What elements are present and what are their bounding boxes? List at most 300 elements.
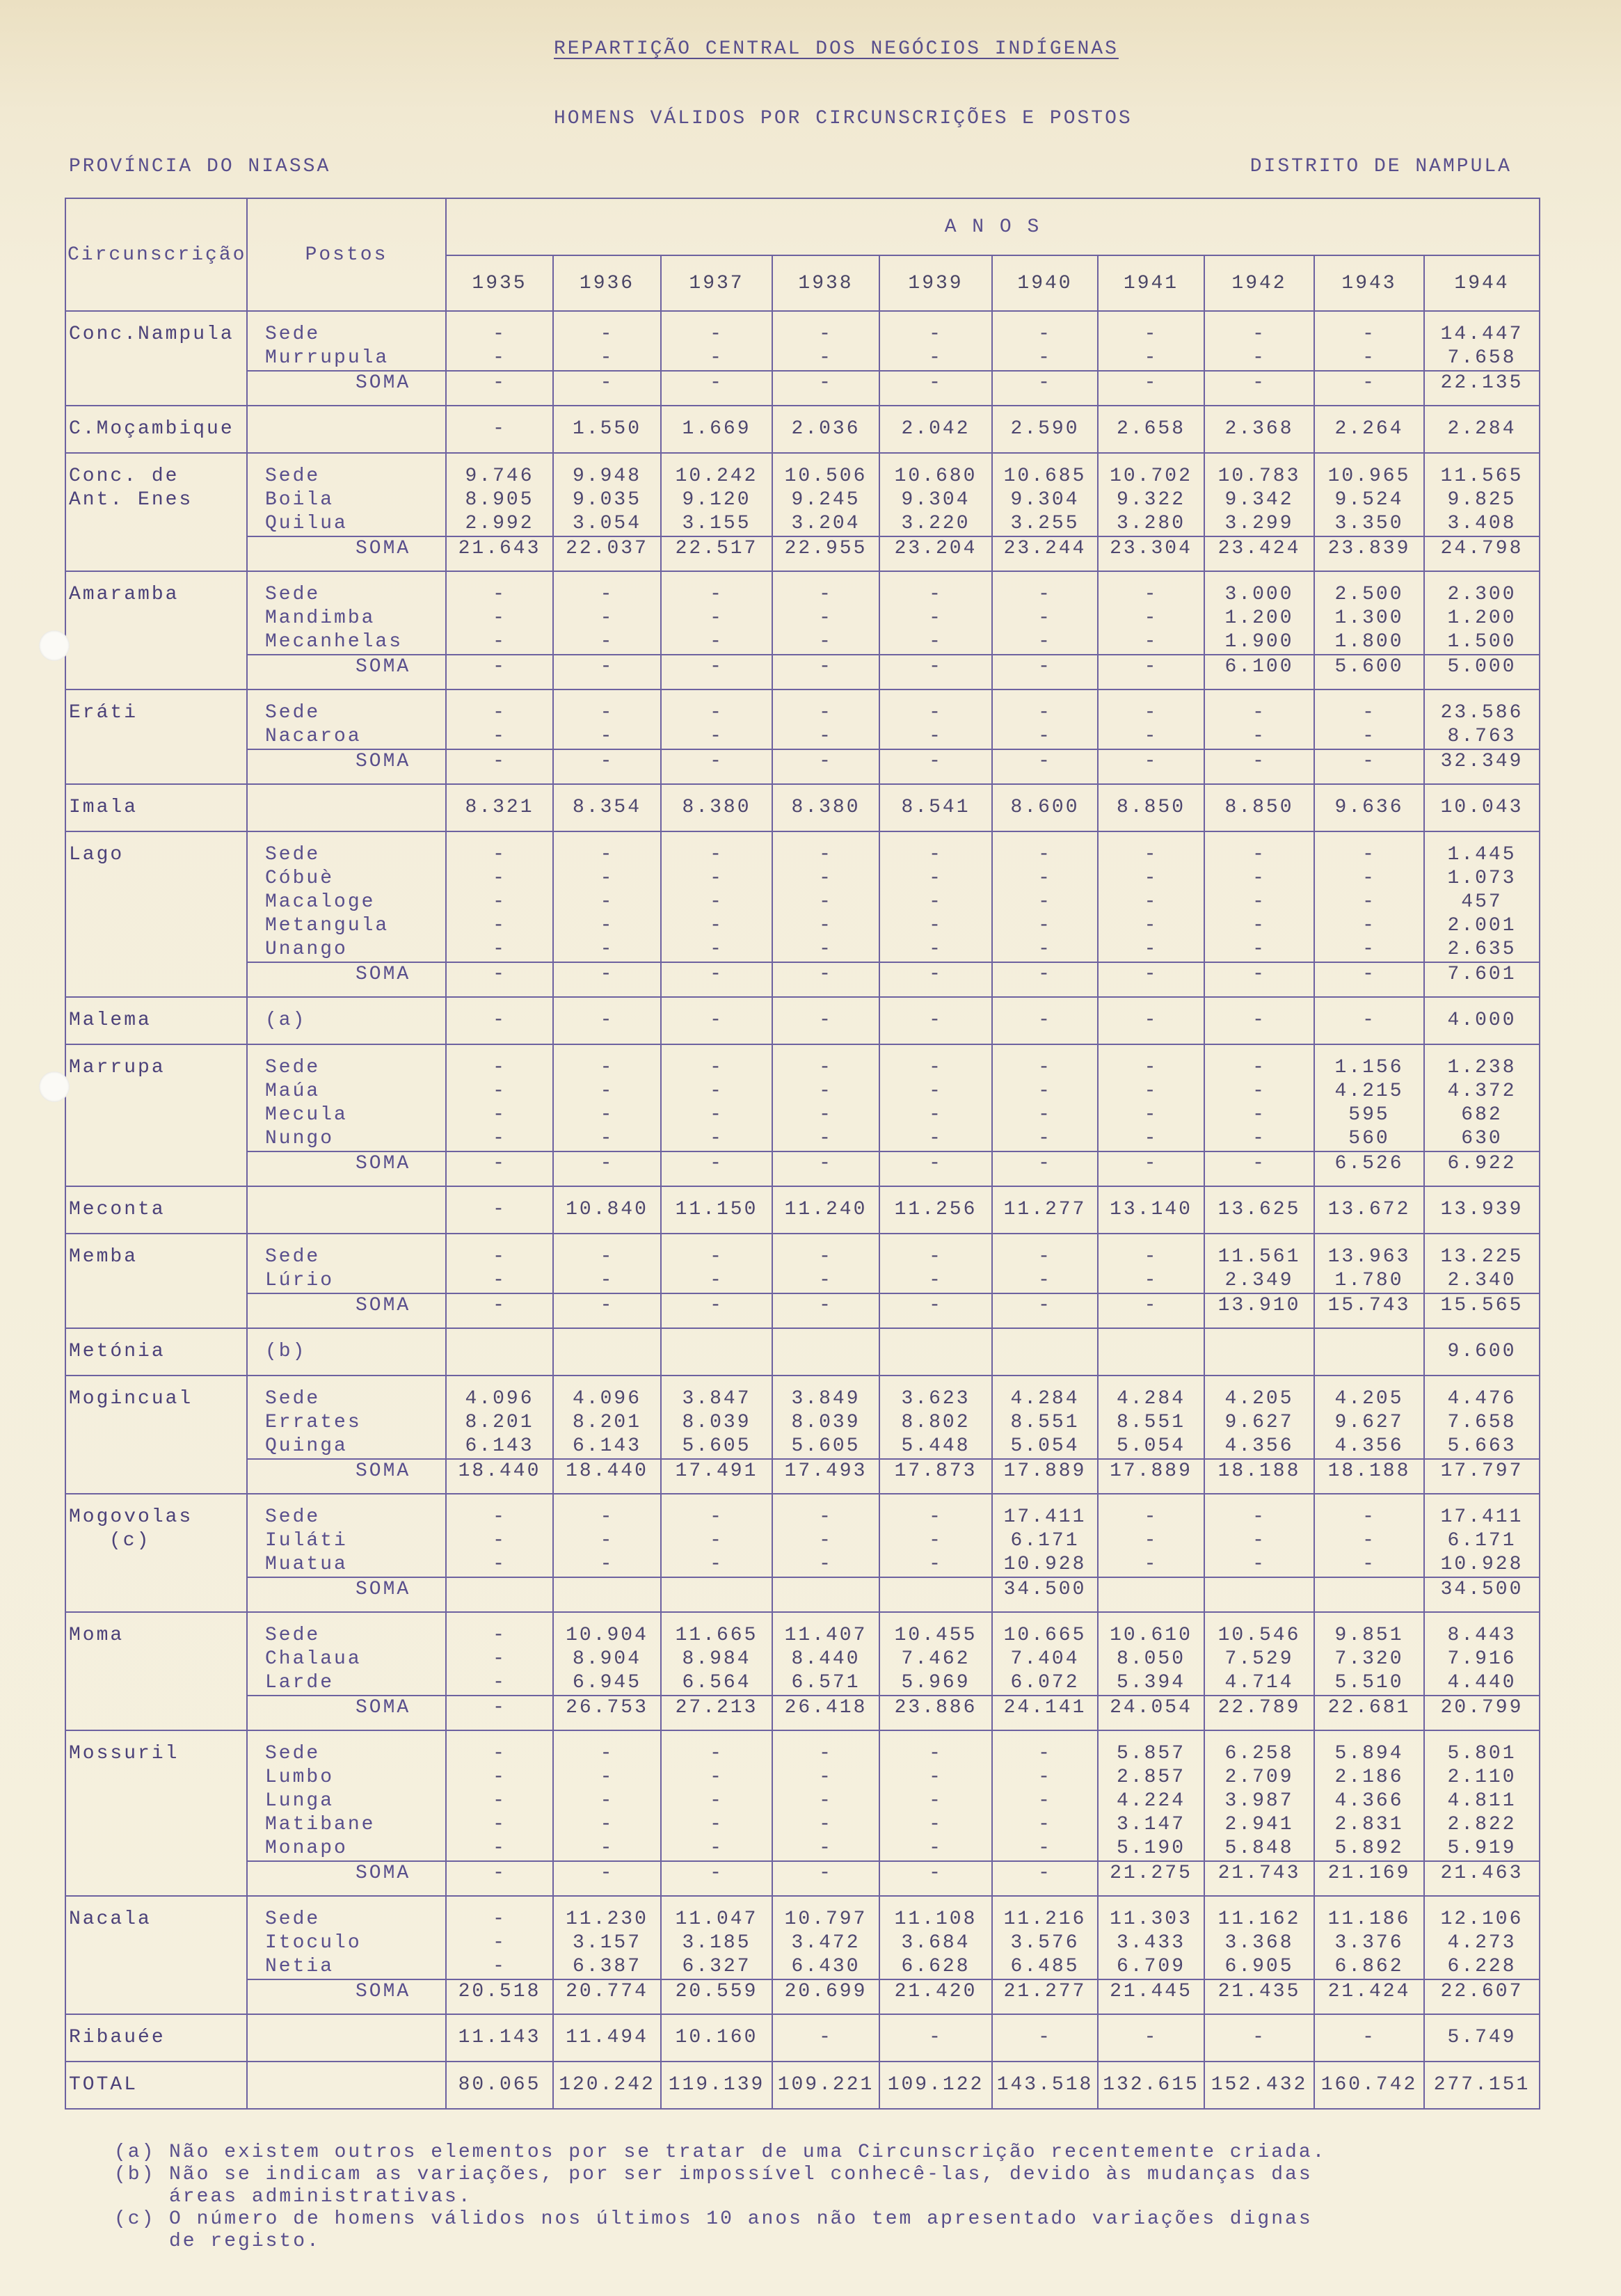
value-cell: 2.186: [1334, 1767, 1404, 1788]
soma-value: -: [1205, 962, 1313, 985]
soma-value: 6.526: [1315, 1151, 1423, 1174]
value-cell: -: [1144, 868, 1158, 889]
soma-value: [1205, 1577, 1313, 1600]
header-year: 1941: [1098, 255, 1204, 311]
year-column-cell: [1098, 1730, 1204, 1896]
soma-value: -: [554, 370, 660, 394]
year-column-cell: [446, 831, 553, 997]
value-cell: 5.801: [1447, 1743, 1517, 1764]
year-column-cell: [446, 1896, 553, 2014]
value-cell: 3.255: [1010, 513, 1080, 534]
soma-value: 24.798: [1425, 536, 1539, 559]
soma-value: 22.135: [1425, 370, 1539, 394]
value-cell: -: [819, 347, 833, 369]
soma-value: -: [554, 962, 660, 985]
posto-label: Sede: [265, 1908, 321, 1930]
value-cell: -: [600, 1270, 614, 1291]
soma-label: SOMA: [248, 370, 445, 394]
value-cell: -: [1144, 1104, 1158, 1126]
value-cell: -: [1038, 1104, 1052, 1126]
value-cell: 9.524: [1334, 489, 1404, 511]
soma-value: 21.463: [1425, 1860, 1539, 1884]
value-cell: -: [600, 939, 614, 960]
total-value: 152.432: [1211, 2074, 1308, 2096]
value-cell: -: [710, 844, 724, 866]
year-column-cell: [1424, 831, 1540, 997]
value-cell: 14.447: [1440, 324, 1524, 345]
value-cell: -: [929, 584, 943, 605]
soma-label: SOMA: [248, 1458, 445, 1482]
year-column-cell: [1204, 689, 1314, 784]
value-cell: 3.000: [1224, 584, 1294, 605]
year-column-cell: [1424, 1328, 1540, 1376]
value-cell: -: [1038, 1790, 1052, 1812]
value-cell: 4.096: [572, 1388, 641, 1410]
year-column-cell: [1204, 997, 1314, 1044]
value-cell: 3.376: [1334, 1932, 1404, 1954]
year-column-cell: [1098, 1612, 1204, 1730]
value-cell: -: [1038, 1743, 1052, 1764]
posto-label: Errates: [265, 1412, 362, 1433]
value-cell: 11.277: [1003, 1199, 1087, 1220]
value-cell: 7.658: [1447, 1412, 1517, 1433]
value-cell: -: [710, 1837, 724, 1859]
value-cell: 8.905: [465, 489, 534, 511]
year-column-cell: [992, 311, 1098, 406]
value-cell: 1.800: [1334, 631, 1404, 653]
year-column-cell: [1098, 311, 1204, 406]
year-column-cell: [1424, 453, 1540, 571]
soma-value: -: [662, 749, 772, 772]
value-cell: 4.811: [1447, 1790, 1517, 1812]
value-cell: -: [1038, 2027, 1052, 2048]
value-cell: 9.627: [1224, 1412, 1294, 1433]
year-column-cell: [992, 689, 1098, 784]
value-cell: 11.256: [894, 1199, 977, 1220]
year-column-cell: [772, 1494, 879, 1612]
value-cell: -: [929, 1081, 943, 1102]
value-cell: -: [600, 584, 614, 605]
year-column-cell: [772, 784, 879, 831]
value-cell: -: [1038, 915, 1052, 936]
value-cell: -: [929, 939, 943, 960]
value-cell: 11.143: [458, 2027, 541, 2048]
value-cell: 2.590: [1010, 418, 1080, 440]
value-cell: -: [819, 1530, 833, 1552]
year-column-cell: [661, 689, 772, 784]
value-cell: -: [929, 702, 943, 724]
postos-cell: [247, 2014, 446, 2062]
value-cell: 5.919: [1447, 1837, 1517, 1859]
value-cell: 3.157: [572, 1932, 641, 1954]
value-cell: [662, 1340, 772, 1364]
year-column-cell: [1098, 689, 1204, 784]
value-cell: -: [819, 1814, 833, 1835]
value-cell: -: [493, 1057, 506, 1078]
year-column-cell: [1204, 453, 1314, 571]
value-cell: -: [929, 1270, 943, 1291]
value-cell: -: [929, 1246, 943, 1268]
year-column-cell: [1204, 571, 1314, 689]
value-cell: -: [1144, 347, 1158, 369]
value-cell: 1.200: [1224, 607, 1294, 629]
soma-value: -: [880, 749, 991, 772]
postos-cell: [247, 1328, 446, 1376]
value-cell: -: [493, 1790, 506, 1812]
year-column-cell: [772, 689, 879, 784]
year-column-cell: [1098, 1328, 1204, 1376]
year-column-cell: [1098, 2062, 1204, 2109]
year-column-cell: [1314, 2014, 1424, 2062]
value-cell: 9.851: [1334, 1625, 1404, 1646]
posto-label: Mandimba: [265, 607, 376, 629]
value-cell: -: [710, 347, 724, 369]
posto-label: Monapo: [265, 1837, 348, 1859]
value-cell: 8.380: [682, 797, 751, 818]
year-column-cell: [1314, 1612, 1424, 1730]
soma-value: -: [447, 654, 552, 678]
value-cell: 3.847: [682, 1388, 751, 1410]
soma-value: 17.797: [1425, 1458, 1539, 1482]
year-column-cell: [1204, 1612, 1314, 1730]
value-cell: 5.892: [1334, 1837, 1404, 1859]
value-cell: -: [1252, 1010, 1266, 1031]
footnote-label: (b): [114, 2164, 156, 2185]
year-column-cell: [553, 997, 661, 1044]
header-postos: Postos: [247, 198, 446, 311]
value-cell: -: [710, 939, 724, 960]
soma-value: 5.600: [1315, 654, 1423, 678]
soma-value: -: [1205, 1151, 1313, 1174]
value-cell: -: [1144, 1530, 1158, 1552]
soma-value: [880, 1577, 991, 1600]
footnotes: [114, 2142, 1345, 2253]
value-cell: -: [1144, 2027, 1158, 2048]
year-column-cell: [553, 1896, 661, 2014]
value-cell: -: [493, 1648, 506, 1670]
year-column-cell: [553, 2062, 661, 2109]
year-column-cell: [446, 784, 553, 831]
value-cell: -: [710, 1554, 724, 1575]
value-cell: 7.658: [1447, 347, 1517, 369]
year-column-cell: [1098, 1234, 1204, 1328]
value-cell: -: [1038, 324, 1052, 345]
posto-label: Metangula: [265, 915, 390, 936]
year-column-cell: [661, 1494, 772, 1612]
value-cell: 6.327: [682, 1956, 751, 1977]
circunscricao-cell: [65, 1376, 247, 1494]
value-cell: -: [1144, 1010, 1158, 1031]
circunscricao-name: Conc.Nampula: [69, 324, 234, 345]
postos-cell: [247, 1186, 446, 1234]
value-cell: -: [1144, 1057, 1158, 1078]
value-cell: 3.220: [901, 513, 971, 534]
value-cell: 11.565: [1440, 465, 1524, 487]
soma-value: 6.922: [1425, 1151, 1539, 1174]
posto-label: Quinga: [265, 1435, 348, 1457]
year-column-cell: [446, 1234, 553, 1328]
value-cell: -: [1252, 2027, 1266, 2048]
value-cell: [1205, 1340, 1313, 1364]
value-cell: 2.831: [1334, 1814, 1404, 1835]
year-column-cell: [879, 1328, 992, 1376]
value-cell: 10.665: [1003, 1625, 1087, 1646]
posto-label: Sede: [265, 465, 321, 487]
year-column-cell: [1424, 1730, 1540, 1896]
value-cell: -: [929, 1554, 943, 1575]
year-column-cell: [553, 1376, 661, 1494]
value-cell: 5.054: [1116, 1435, 1185, 1457]
year-column-cell: [879, 1896, 992, 2014]
value-cell: 4.224: [1116, 1790, 1185, 1812]
value-cell: 9.825: [1447, 489, 1517, 511]
value-cell: 10.840: [566, 1199, 648, 1220]
value-cell: -: [1038, 1128, 1052, 1149]
value-cell: -: [493, 915, 506, 936]
value-cell: -: [493, 1506, 506, 1528]
value-cell: -: [493, 891, 506, 913]
value-cell: -: [1362, 347, 1376, 369]
header-year: 1938: [772, 255, 879, 311]
total-value: 160.742: [1320, 2074, 1418, 2096]
year-column-cell: [1314, 311, 1424, 406]
soma-value: -: [1099, 1293, 1204, 1316]
year-column-cell: [661, 1328, 772, 1376]
posto-label: Murrupula: [265, 347, 390, 369]
year-column-cell: [879, 784, 992, 831]
soma-value: -: [1205, 749, 1313, 772]
year-column-cell: [661, 453, 772, 571]
value-cell: -: [1144, 1128, 1158, 1149]
circunscricao-cell: [65, 453, 247, 571]
year-column-cell: [1424, 1186, 1540, 1234]
value-cell: 8.201: [572, 1412, 641, 1433]
posto-label: Sede: [265, 844, 321, 866]
value-cell: -: [1252, 702, 1266, 724]
year-column-cell: [772, 1328, 879, 1376]
value-cell: 4.372: [1447, 1081, 1517, 1102]
year-column-cell: [879, 831, 992, 997]
value-cell: -: [493, 584, 506, 605]
year-column-cell: [1314, 1896, 1424, 2014]
soma-value: -: [447, 370, 552, 394]
year-column-cell: [553, 406, 661, 453]
value-cell: 4.096: [465, 1388, 534, 1410]
value-cell: -: [1252, 1506, 1266, 1528]
year-column-cell: [1098, 1044, 1204, 1186]
circunscricao-cell: [65, 1896, 247, 2014]
district-label: DISTRITO DE NAMPULA: [1249, 156, 1512, 177]
soma-value: -: [1205, 370, 1313, 394]
value-cell: 2.264: [1334, 418, 1404, 440]
postos-cell: [247, 1494, 446, 1612]
year-column-cell: [1314, 997, 1424, 1044]
soma-value: 21.275: [1099, 1860, 1204, 1884]
circunscricao-row: [65, 1896, 1540, 2014]
posto-label: (a): [265, 1010, 307, 1031]
value-cell: 3.299: [1224, 513, 1294, 534]
year-column-cell: [553, 1328, 661, 1376]
circunscricao-cell: [65, 571, 247, 689]
soma-value: -: [554, 654, 660, 678]
value-cell: -: [493, 1672, 506, 1693]
value-cell: 8.551: [1116, 1412, 1185, 1433]
posto-label: Sede: [265, 1246, 321, 1268]
circunscricao-name: Eráti: [69, 702, 138, 724]
value-cell: -: [1038, 1814, 1052, 1835]
year-column-cell: [992, 1730, 1098, 1896]
soma-label: SOMA: [248, 749, 445, 772]
value-cell: -: [600, 1010, 614, 1031]
value-cell: -: [1252, 1057, 1266, 1078]
value-cell: -: [493, 1128, 506, 1149]
value-cell: 9.322: [1116, 489, 1185, 511]
circunscricao-cell: [65, 784, 247, 831]
soma-value: 24.141: [993, 1695, 1097, 1719]
value-cell: 5.605: [791, 1435, 861, 1457]
value-cell: -: [710, 1128, 724, 1149]
year-column-cell: [553, 1234, 661, 1328]
total-value: 109.122: [887, 2074, 984, 2096]
soma-value: 18.188: [1315, 1458, 1423, 1482]
year-column-cell: [879, 1376, 992, 1494]
value-cell: 6.258: [1224, 1743, 1294, 1764]
postos-cell: [247, 784, 446, 831]
year-column-cell: [1314, 1234, 1424, 1328]
value-cell: 457: [1461, 891, 1503, 913]
value-cell: -: [929, 1057, 943, 1078]
year-column-cell: [1204, 1376, 1314, 1494]
circunscricao-name: Amaramba: [69, 584, 179, 605]
total-value: 119.139: [668, 2074, 765, 2096]
circunscricao-row: [65, 311, 1540, 406]
year-column-cell: [446, 997, 553, 1044]
value-cell: 9.304: [1010, 489, 1080, 511]
year-column-cell: [661, 1234, 772, 1328]
value-cell: -: [493, 1767, 506, 1788]
year-column-cell: [992, 571, 1098, 689]
value-cell: 17.411: [1440, 1506, 1524, 1528]
value-cell: -: [600, 1790, 614, 1812]
soma-value: -: [880, 962, 991, 985]
posto-label: Sede: [265, 324, 321, 345]
year-column-cell: [1424, 689, 1540, 784]
circunscricao-row: [65, 1730, 1540, 1896]
value-cell: -: [710, 1743, 724, 1764]
posto-label: Sede: [265, 1506, 321, 1528]
value-cell: -: [493, 939, 506, 960]
year-column-cell: [1314, 689, 1424, 784]
year-column-cell: [661, 311, 772, 406]
year-column-cell: [1098, 784, 1204, 831]
soma-value: 26.418: [773, 1695, 879, 1719]
value-cell: -: [819, 891, 833, 913]
year-column-cell: [553, 831, 661, 997]
header-circunscricao: Circunscrição: [65, 198, 247, 311]
soma-value: 21.169: [1315, 1860, 1423, 1884]
year-column-cell: [661, 1376, 772, 1494]
soma-value: -: [993, 1293, 1097, 1316]
value-cell: 11.561: [1217, 1246, 1301, 1268]
soma-value: 15.565: [1425, 1293, 1539, 1316]
circunscricao-note: (c): [109, 1530, 151, 1552]
soma-value: -: [880, 1151, 991, 1174]
year-column-cell: [1204, 311, 1314, 406]
value-cell: -: [1144, 1554, 1158, 1575]
footnote-label: (c): [114, 2208, 156, 2230]
year-column-cell: [992, 2062, 1098, 2109]
value-cell: -: [1038, 1010, 1052, 1031]
table-body: [65, 311, 1540, 2109]
year-column-cell: [879, 1612, 992, 1730]
year-column-cell: [1314, 1494, 1424, 1612]
value-cell: -: [1144, 915, 1158, 936]
value-cell: 11.665: [675, 1625, 758, 1646]
value-cell: 8.440: [791, 1648, 861, 1670]
value-cell: -: [819, 915, 833, 936]
value-cell: -: [493, 1530, 506, 1552]
value-cell: -: [1038, 844, 1052, 866]
value-cell: 13.963: [1327, 1246, 1411, 1268]
value-cell: 10.685: [1003, 465, 1087, 487]
soma-value: -: [773, 1860, 879, 1884]
value-cell: -: [819, 726, 833, 747]
value-cell: -: [710, 891, 724, 913]
year-column-cell: [1314, 1186, 1424, 1234]
value-cell: 8.443: [1447, 1625, 1517, 1646]
circunscricao-name: Meconta: [69, 1199, 166, 1220]
value-cell: 7.404: [1010, 1648, 1080, 1670]
value-cell: 1.445: [1447, 844, 1517, 866]
year-column-cell: [1424, 784, 1540, 831]
year-column-cell: [1098, 1186, 1204, 1234]
value-cell: 6.571: [791, 1672, 861, 1693]
soma-value: 22.681: [1315, 1695, 1423, 1719]
footnote-label: (a): [114, 2142, 156, 2163]
value-cell: -: [1038, 631, 1052, 653]
soma-value: 17.493: [773, 1458, 879, 1482]
value-cell: -: [710, 1506, 724, 1528]
value-cell: -: [1144, 891, 1158, 913]
circunscricao-cell: [65, 997, 247, 1044]
soma-value: -: [662, 654, 772, 678]
value-cell: -: [819, 584, 833, 605]
year-column-cell: [992, 1376, 1098, 1494]
soma-value: 18.188: [1205, 1458, 1313, 1482]
postos-cell: [247, 453, 446, 571]
year-column-cell: [1204, 1044, 1314, 1186]
value-cell: 5.969: [901, 1672, 971, 1693]
value-cell: -: [1038, 607, 1052, 629]
posto-label: Sede: [265, 702, 321, 724]
value-cell: -: [1362, 702, 1376, 724]
year-column-cell: [1204, 1186, 1314, 1234]
soma-label: SOMA: [248, 1979, 445, 2002]
soma-value: -: [993, 749, 1097, 772]
value-cell: -: [493, 868, 506, 889]
header-year: 1937: [661, 255, 772, 311]
soma-value: -: [773, 370, 879, 394]
year-column-cell: [446, 2062, 553, 2109]
value-cell: 4.284: [1116, 1388, 1185, 1410]
year-column-cell: [1204, 784, 1314, 831]
soma-value: 27.213: [662, 1695, 772, 1719]
value-cell: -: [929, 1506, 943, 1528]
value-cell: 10.928: [1003, 1554, 1087, 1575]
posto-label: Itoculo: [265, 1932, 362, 1954]
header-year: 1939: [879, 255, 992, 311]
value-cell: -: [929, 1128, 943, 1149]
